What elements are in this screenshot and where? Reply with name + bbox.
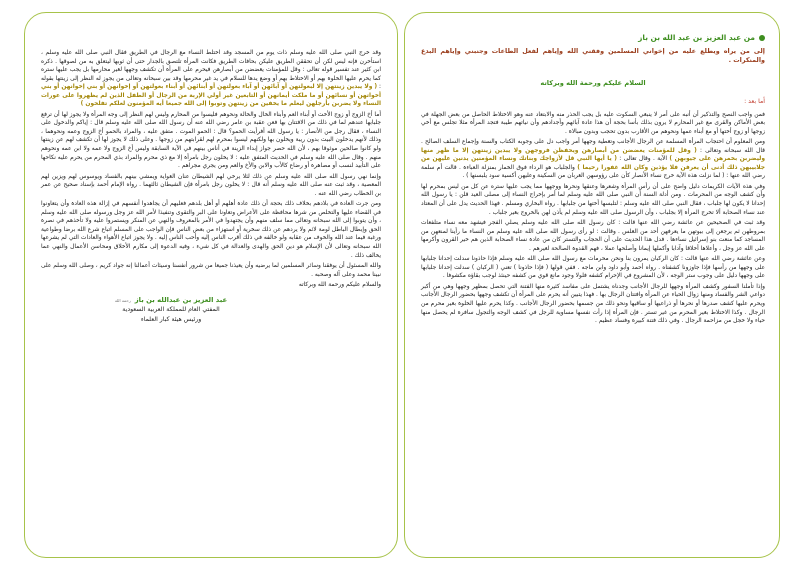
letter-greeting: السلام عليكم ورحمة الله وبركاته <box>540 79 646 88</box>
left-paragraph-1 <box>41 49 381 109</box>
letter-intro: إلى من يراه ويطلع عليه من إخواني المسلمين وفقني الله وإياهم لفعل الطاعات وجنبني وإياهم البدع والمنكرات . <box>421 47 765 65</box>
left-quran-quote: ( ولا يبدين زينتهن إلا لبعولتهن أو آبائهن أو آباء بعولتهن أو أبنائهن أو أبناء بعولتهن أو إخوانهن أو بني إخوانهن أو بني أخواتهن أو نسائهن أو ما ملكت أيمانهن أو التابعين غير أولي الإربة من الرجال أو الطفل الذين لم يظهروا على عورات النساء ولا يضربن بأرجلهن ليعلم ما يخفين من زينتهن وتوبوا إلى الله جميعا أيه المؤمنون لعلكم تفلحون ) <box>41 84 381 108</box>
left-page <box>24 12 398 558</box>
right-paragraph-2-text-a: ومن المعلوم أن احتجاب المرأة المسلمة عن الرجال الأجانب وتغطية وجهها أمر واجب دل على وجوبه الكتاب والسنة وإجماع السلف الصالح . قال الله سبحانه وتعالى : <box>421 139 765 154</box>
signature-note: رحمه الله <box>114 297 131 303</box>
left-paragraph-2: أما أخ الزوج أو زوج الأخت أو أبناء العم وأبناء الخال والخالة ونحوهم فليسوا من المحارم وليس لهم النظر إلى وجه المرأة ولا يجوز لها أن ترفع جلبابها عندهم لما في ذلك من الافتتان بها فعن عقبة بن عامر رضي الله عنه أن رسول الله صلى الله عليه وسلم قال : إياكم والدخول على النساء ، فقال رجل من الأنصار : يا رسول الله أفرأيت الحمو؟ قال : الحمو الموت . متفق عليه ، والمراد بالحمو أخ الزوج وعمه ونحوهما ، وذلك لأنهم يدخلون البيت بدون ريبة ويخلون بها ولكنهم ليسوا بمحرم لهم لقرابتهم من زوجها . وعلى ذلك لا يجوز لها أن تكشف لهم عن زينتها ولو كانوا صالحين موثوقا بهم ، لأن الله حصر جواز إبداء الزينة في أناس بينهم في الآية السابقة وليس أخ الزوج ولا عمه ولا ابن عمه ونحوهم منهم . وقال صلى الله عليه وسلم في الحديث المتفق عليه : لا يخلون رجل بامرأة إلا مع ذي محرم والمراد بذي المحرم من يحرم عليه نكاحها على التأبيد لنسب أو مصاهرة أو رضاع كالأب والابن والأخ والعم ومن يجري مجراهم . <box>41 111 381 170</box>
signature-block <box>41 296 301 325</box>
quran-quote-1: ( وقل للمؤمنات يغضضن من أبصارهن ويحفظن فروجهن ولا يبدين زينتهن إلا ما ظهر منها وليضربن بخمرهن على جيوبهن ) <box>421 147 765 163</box>
signature-title-2: ورئيس هيئة كبار العلماء <box>140 315 202 323</box>
left-paragraph-3: وإنما نهي رسول الله صلى الله عليه وسلم عن ذلك لئلا يرخي لهم الشيطان عنان الغواية ويمشي بينهم بالفساد ويوسوس لهم ويزين لهم المعصية ، وقد ثبت عنه صلى الله عليه وسلم أنه قال : لا يخلون رجل بامرأة فإن الشيطان ثالثهما . رواه الإمام أحمد بإسناد صحيح عن عمر بن الخطاب رضي الله عنه . <box>41 173 381 197</box>
right-paragraph-2-text-c: والجلباب هو الرداء فوق الخمار بمنزلة العباءة . قالت أم سلمة رضي الله عنها : ( لما نزلت هذه الآية خرج نساء الأنصار كأن على رؤوسهن الغربان من السكينة وعليهن أكسية سود يلبسنها ) . <box>421 164 765 180</box>
right-paragraph-1: فمن واجب النصح والتذكير أن أنبه على أمر لا ينبغي السكوت عليه بل يجب الحذر منه والابتعاد عنه وهو الاختلاط الحاصل من بعض الجهلة في بعض الأماكن والقرى مع غير المحارم لا يرون بذلك بأسا بحجة أن هذا عادة آبائهم وأجدادهم وأن نياتهم طيبة فتجد المرأة مثلا تجلس مع أخي زوجها أو زوج أختها أو مع أبناء عمها ونحوهم من الأقارب بدون تحجب وبدون مبالاة . <box>421 111 765 135</box>
right-paragraph-2 <box>421 138 765 181</box>
right-paragraph-2-text-b: الآية . وقال تعالى : <box>616 156 670 163</box>
left-paragraph-5: والله المسئول أن يوفقنا وسائر المسلمين لما يرضيه وأن يعيذنا جميعا من شرور أنفسنا وسيئات أعمالنا إنه جواد كريم ، وصلى الله وسلم على نبينا محمد وعلى آله وصحبه . <box>41 263 381 278</box>
left-paragraph-1-text: وقد خرج النبي صلى الله عليه وسلم ذات يوم من المسجد وقد اختلط النساء مع الرجال في الطريق فقال النبي صلى الله عليه وسلم ، استأخرن فإنه ليس لكن أن تحققن الطريق عليكن بحافات الطريق فكانت المرأة تلتصق بالجدار حتى أن ثوبها ليتعلق به من لصوقها . ذكره ابن كثير عند تفسير قوله تعالى : وقل للمؤمنات يغضضن من أبصارهن فيحرم على المرأة أن تكشف وجهها لغير محارمها بل يجب عليها ستره كما يحرم عليها الخلوة بهم أو الاختلاط بهم أو وضع يدها للسلام في يد غير محرمها وقد بين سبحانه وتعالى من يجوز له النظر إلى زينتها بقوله : <box>41 50 381 91</box>
left-paragraph-4: ومن جرت العادة في بلادهم بخلاف ذلك بحجة أن ذلك عادة أهلهم أو أهل بلدهم فعليهم أن يجاهدوا أنفسهم في إزالة هذه العادة وأن يتعاونوا في القضاء عليها والتخلص من شرها محافظة على الأعراض وتعاونا على البر والتقوى وتنفيذا لأمر الله عز وجل ورسوله صلى الله عليه وسلم ، وأن يتوبوا إلى الله سبحانه وتعالى مما سلف منهم وأن يجتهدوا في الأمر بالمعروف والنهي عن المنكر ويستمروا عليه ولا تأخذهم في نصرة الحق وإبطال الباطل لومة لائم ولا يردهم عن ذلك سخرية أو استهزاء من بعض الناس فإن الواجب على المسلم اتباع شرع الله برضا وطواعية ورغبة فيما عند الله والخوف من عقابه ولو خالفه في ذلك أقرب الناس إليه وأحب الناس إليه . ولا يجوز اتباع الأهواء والعادات التي لم يشرعها الله سبحانه وتعالى لأن الإسلام هو دين الحق والهدى والعدالة في كل شيء ، وفيه الدعوة إلى مكارم الأخلاق ومحاسن الأعمال والنهي عما يخالف ذلك . <box>41 201 381 259</box>
closing-salutation: والسلام عليكم ورحمة الله وبركاته <box>298 282 381 289</box>
right-paragraph-4: وقد ثبت في الصحيحين عن عائشة رضي الله عنها قالت : كان رسول الله صلى الله عليه وسلم يصلي الفجر فيشهد معه نساء متلفعات بمروطهن ثم يرجعن إلى بيوتهن ما يعرفهن أحد من الغلس . وقالت : لو رأى رسول الله صلى الله عليه وسلم من النساء ما رأينا لمنعهن من المساجد كما منعت بنو إسرائيل نساءها . فدل هذا الحديث على أن الحجاب والتستر كان من عادة نساء الصحابة الذين هم خير القرون وأكرمها على الله عز وجل ، وأعلاها أخلاقا وآدابا وأكملها إيمانا وأصلحها عملا ، فهم القدوة الصالحة لغيرهم . <box>421 220 765 252</box>
letter-sender <box>421 33 765 43</box>
right-page <box>404 12 780 558</box>
letter-sender-text: من عبد العزيز بن عبد الله بن باز <box>638 33 755 42</box>
signature-title-1: المفتي العام للمملكة العربية السعودية <box>122 306 220 314</box>
after-greeting: أما بعد : <box>744 97 765 105</box>
bullet-icon <box>759 35 765 41</box>
right-paragraph-6: وإذا تأملنا السفور وكشف المرأة وجهها للرجال الأجانب وجدناه يشتمل على مفاسد كثيرة منها الفتنة التي تحصل بمظهر وجهها وهي من أكبر دواعي الشر والفساد ومنها زوال الحياء عن المرأة وافتتان الرجال بها . فهذا يتبين أنه يحرم على المرأة أن تكشف وجهها بحضور الرجال الأجانب ويحرم عليها كشف صدرها أو نحرها أو ذراعيها أو ساقيها ونحو ذلك من جسمها بحضور الرجال الأجانب . وكذا يحرم عليها الخلوة بغير محرم من الرجال . وكذا الاختلاط بغير المحرم من غير تستر . فإن المرأة إذا رأت نفسها مساوية للرجل في كشف الوجه والتجول سافرة لم يحصل منها حياء ولا خجل من مزاحمة الرجال . وفي ذلك فتنة كبيرة وفساد عظيم . <box>421 283 765 325</box>
right-paragraph-3: وفي هذه الآيات الكريمات دليل واضح على أن رأس المرأة وشعرها وعنقها ونحرها ووجهها مما يجب عليها ستره عن كل من ليس بمحرم لها وأن كشف الوجه من المحرمات . ومن أدلة السنة أن النبي صلى الله عليه وسلم لما أمر بإخراج النساء إلى مصلى العيد قلن : يا رسول الله إحدانا لا يكون لها جلباب ، فقال النبي صلى الله عليه وسلم : لتلبسها أختها من جلبابها . رواه البخاري ومسلم . فهذا الحديث يدل على أن المعتاد عند نساء الصحابة ألا تخرج المرأة إلا بجلباب ، وأن الرسول صلى الله عليه وسلم لم يأذن لهن بالخروج بغير جلباب . <box>421 183 765 216</box>
signature-name: عبد العزيز بن عبدالله بن باز <box>134 295 228 304</box>
quran-quote-2: ( يا أيها النبي قل لأزواجك وبناتك ونساء المؤمنين يدنين عليهن من جلابيبهن ذلك أدنى أن يعرفن فلا يؤذين وكان الله غفورا رحيما ) <box>421 156 765 171</box>
right-paragraph-5: وعن عائشة رضي الله عنها قالت : كان الركبان يمرون بنا ونحن محرمات مع رسول الله صلى الله عليه وسلم فإذا حاذونا سدلت إحدانا جلبابها على وجهها من رأسها فإذا جاوزونا كشفناه . رواه أحمد وأبو داود وابن ماجه . ففي قولها ( فإذا حاذونا ) تعني ( الركبان ) سدلت إحدانا جلبابها على وجهها دليل على وجوب ستر الوجه ، لأن المشروع في الإحرام كشفه فلولا وجود مانع قوي من كشفه حينئذ لوجب بقاؤه مكشوفا . <box>421 256 765 280</box>
